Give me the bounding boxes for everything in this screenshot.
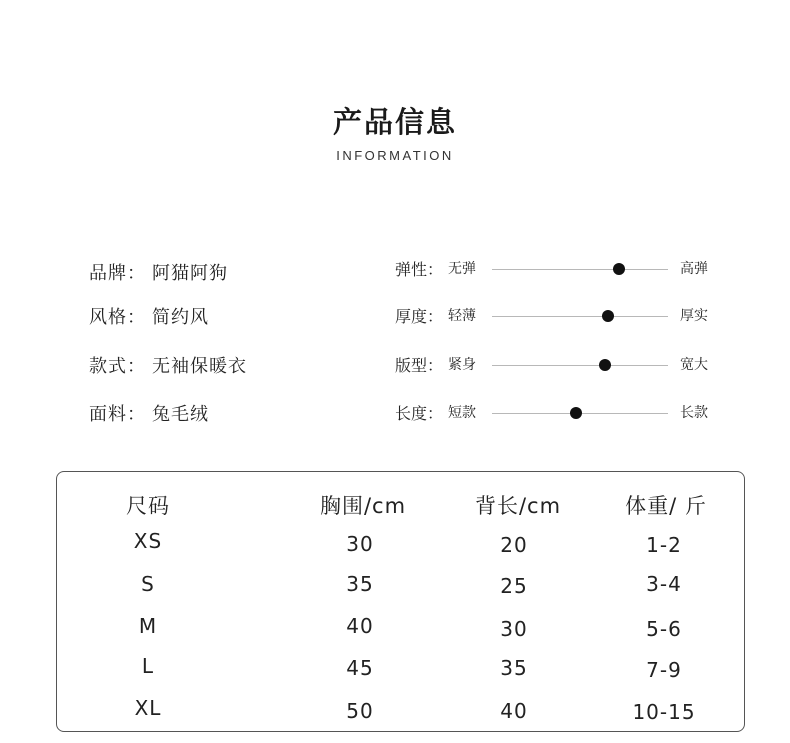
spec-value: 兔毛绒 [152, 404, 209, 425]
table-cell: 20 [500, 533, 528, 557]
rating-marker [602, 310, 614, 322]
page-subtitle: INFORMATION [336, 148, 454, 163]
rating-low-label: 无弹 [448, 261, 476, 277]
spec-key: 款式： [89, 356, 146, 377]
spec-value: 阿猫阿狗 [152, 263, 228, 284]
rating-label: 长度： [395, 404, 444, 423]
table-cell: 40 [346, 614, 374, 638]
back-length-header: 背长/cm [474, 494, 562, 518]
table-cell: S [141, 572, 155, 596]
rating-track [492, 269, 668, 270]
rating-low-label: 短款 [448, 405, 476, 421]
size-table [56, 471, 745, 732]
rating-high-label: 长款 [680, 405, 708, 421]
page-title: 产品信息 [332, 105, 457, 139]
table-cell: 45 [346, 656, 374, 680]
table-cell: 50 [346, 699, 374, 723]
spec-value: 无袖保暖衣 [152, 356, 247, 377]
spec-key: 风格： [89, 307, 146, 328]
size-header: 尺码 [126, 494, 170, 518]
rating-fit [395, 353, 725, 377]
spec-type [89, 352, 247, 378]
table-cell: XL [134, 696, 162, 720]
spec-fabric [89, 400, 209, 426]
rating-high-label: 厚实 [680, 308, 708, 324]
rating-marker [599, 359, 611, 371]
rating-track [492, 413, 668, 414]
spec-key: 品牌： [89, 263, 146, 284]
rating-elasticity [395, 257, 725, 281]
rating-low-label: 紧身 [448, 357, 476, 373]
table-cell: L [141, 654, 155, 678]
table-cell: 35 [500, 656, 528, 680]
rating-label: 厚度： [395, 307, 444, 326]
spec-key: 面料： [89, 404, 146, 425]
table-cell: 5-6 [646, 617, 682, 641]
table-cell: 30 [346, 532, 374, 556]
rating-high-label: 宽大 [680, 357, 708, 373]
spec-value: 简约风 [152, 307, 209, 328]
table-cell: 40 [500, 699, 528, 723]
rating-track [492, 316, 668, 317]
rating-marker [613, 263, 625, 275]
table-cell: 10-15 [632, 700, 696, 724]
rating-low-label: 轻薄 [448, 308, 476, 324]
spec-brand [89, 259, 228, 285]
rating-high-label: 高弹 [680, 261, 708, 277]
rating-length [395, 401, 725, 425]
table-cell: 3-4 [646, 572, 682, 596]
table-cell: 7-9 [646, 658, 682, 682]
table-cell: XS [133, 529, 163, 553]
table-cell: 1-2 [646, 533, 682, 557]
rating-marker [570, 407, 582, 419]
table-cell: 25 [500, 574, 528, 598]
rating-label: 弹性： [395, 260, 444, 279]
table-cell: M [138, 614, 158, 638]
weight-header: 体重/ 斤 [625, 494, 707, 518]
table-cell: 35 [346, 572, 374, 596]
table-cell: 30 [500, 617, 528, 641]
chest-header: 胸围/cm [319, 494, 407, 518]
rating-track [492, 365, 668, 366]
rating-thickness [395, 304, 725, 328]
rating-label: 版型： [395, 356, 444, 375]
spec-style [89, 303, 209, 329]
